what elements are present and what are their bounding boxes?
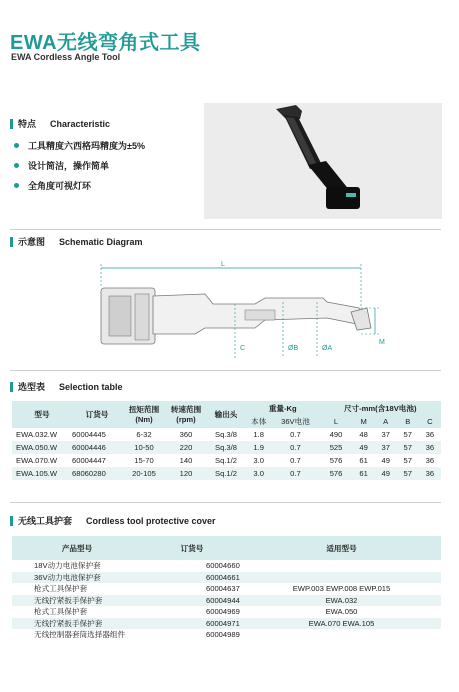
table-row — [12, 428, 441, 441]
table-cell: 360 — [179, 430, 193, 439]
dim-label-b: ØB — [288, 345, 299, 352]
table-cell: 60004447 — [72, 456, 106, 465]
col-weight: 重量-Kg — [268, 403, 297, 413]
divider — [10, 370, 441, 371]
table-cell: 60004969 — [206, 607, 240, 617]
table-row — [12, 441, 441, 454]
table-cell: 15-70 — [134, 456, 154, 465]
table-cell: 枪式工具保护套 — [34, 584, 88, 594]
table-cell: 37 — [381, 443, 390, 452]
col-cover-order: 订货号 — [180, 543, 204, 553]
table-cell: 49 — [359, 443, 368, 452]
table-cell: EWA.070 EWA.105 — [308, 618, 375, 628]
table-cell: 0.7 — [290, 469, 301, 478]
schematic-diagram — [95, 258, 395, 358]
page-subtitle: EWA Cordless Angle Tool — [11, 52, 121, 62]
table-cell: Sq.1/2 — [215, 469, 237, 478]
selection-title-cn: 选型表 — [18, 382, 46, 392]
col-torque: 扭矩范围 (Nm) — [128, 404, 160, 424]
feature-list — [14, 139, 145, 199]
table-cell: EWP.003 EWP.008 EWP.015 — [292, 584, 391, 594]
selection-table: 型号 订货号 扭矩范围 (Nm) 转速范围 (rpm) 输出头 重量-Kg 尺寸-mm(含18V电池) 本体 36V电池 L M A B C EWA.032.W 60004445 6-32 360 Sq.3/8 1.8 0.7 490 48 37 57 36 EWA.050.W 60004446 10-50 220 Sq.3/8 1.9 0.7 525 49 37 57 36 EWA.070.W 60004447 15-70 140 Sq.1/2 3.0 0.7 576 61 49 57 36 EWA.105.W 68060280 20-105 120 Sq.1/2 3.0 0.7 576 61 49 57 36 — [12, 401, 441, 480]
table-cell: 120 — [179, 469, 193, 478]
table-cell: EWA.032.W — [16, 430, 58, 439]
col-output: 输出头 — [214, 409, 238, 419]
feature-item: 工具精度六西格玛精度为±5% — [14, 139, 145, 152]
characteristic-title-cn: 特点 — [18, 119, 37, 129]
section-marker — [10, 382, 13, 392]
table-row — [12, 583, 441, 595]
cover-title-cn: 无线工具护套 — [18, 516, 73, 526]
table-cell: 10-50 — [134, 443, 154, 452]
table-row — [12, 572, 441, 584]
dim-label-m: M — [379, 339, 385, 346]
table-cell: 57 — [403, 469, 412, 478]
section-marker — [10, 237, 13, 247]
col-order: 订货号 — [85, 409, 109, 419]
table-cell: 60004944 — [206, 595, 240, 605]
table-cell: 140 — [179, 456, 193, 465]
table-cell: EWA.105.W — [16, 469, 58, 478]
schematic-heading — [10, 235, 143, 248]
characteristic-heading — [10, 117, 110, 130]
table-row — [12, 606, 441, 618]
selection-heading — [10, 380, 123, 393]
dim-label-a: ØA — [322, 345, 333, 352]
feature-item: 设计简洁，操作简单 — [14, 159, 145, 172]
characteristic-title-en: Characteristic — [50, 118, 111, 129]
selection-title-en: Selection table — [59, 381, 123, 392]
table-cell: 1.9 — [253, 443, 264, 452]
table-cell: 60004661 — [206, 572, 240, 582]
table-cell: 无线控制器套筒选择器组件 — [34, 630, 126, 640]
table-cell: 36 — [425, 443, 435, 452]
table-cell: 18V动力电池保护套 — [34, 561, 101, 571]
table-cell: 36 — [425, 469, 435, 478]
table-cell: 枪式工具保护套 — [34, 607, 88, 617]
table-cell: 61 — [359, 456, 368, 465]
table-cell: EWA.032 — [325, 595, 358, 605]
divider — [10, 229, 441, 230]
table-cell — [242, 572, 441, 584]
table-cell — [242, 560, 441, 572]
table-row — [12, 595, 441, 607]
cover-table — [12, 536, 441, 641]
dim-label-l: L — [221, 261, 225, 268]
table-cell: 37 — [381, 430, 390, 439]
table-cell: 60004445 — [72, 430, 106, 439]
table-cell: 60004660 — [206, 561, 240, 571]
table-cell: 无线拧紧扳手保护套 — [34, 595, 103, 605]
angle-tool-image — [204, 103, 442, 219]
table-cell: 61 — [359, 469, 368, 478]
table-cell: 48 — [359, 430, 368, 439]
schematic-title-cn: 示意图 — [18, 237, 46, 247]
table-cell: Sq.3/8 — [215, 443, 237, 452]
cover-heading — [10, 514, 216, 527]
divider — [10, 502, 441, 503]
table-cell: 576 — [329, 469, 343, 478]
table-cell: 36 — [425, 430, 435, 439]
table-cell: 576 — [329, 456, 343, 465]
table-cell: EWA.050.W — [16, 443, 58, 452]
table-cell: Sq.3/8 — [215, 430, 237, 439]
bullet-icon — [14, 163, 19, 168]
table-cell: 49 — [381, 469, 390, 478]
table-cell: 525 — [329, 443, 343, 452]
section-marker — [10, 119, 13, 129]
col-size: 尺寸-mm(含18V电池) — [343, 403, 417, 413]
table-cell: 0.7 — [290, 430, 301, 439]
col-speed: 转速范围 (rpm) — [170, 404, 202, 424]
table-cell: 0.7 — [290, 443, 301, 452]
table-cell: 57 — [403, 456, 412, 465]
table-cell: 20-105 — [132, 469, 156, 478]
table-cell: 1.8 — [253, 430, 264, 439]
table-cell: 6-32 — [136, 430, 152, 439]
table-cell: 57 — [403, 430, 412, 439]
section-marker — [10, 516, 13, 526]
col-fit: 适用型号 — [326, 543, 357, 553]
page-title: EWA无线弯角式工具 — [10, 32, 201, 54]
table-row — [12, 629, 441, 641]
table-cell: 3.0 — [253, 456, 264, 465]
table-cell: 60004989 — [206, 630, 240, 640]
table-cell: 60004637 — [206, 584, 240, 594]
table-row — [12, 618, 441, 630]
table-cell: 68060280 — [72, 469, 106, 478]
table-cell: 0.7 — [290, 456, 301, 465]
table-cell: 220 — [179, 443, 193, 452]
bullet-icon — [14, 143, 19, 148]
table-cell: 3.0 — [253, 469, 264, 478]
dim-label-c: C — [240, 345, 246, 352]
table-cell: 60004971 — [206, 618, 240, 628]
table-row — [12, 467, 441, 480]
table-cell: 36V动力电池保护套 — [34, 572, 101, 582]
table-row — [12, 454, 441, 467]
bullet-icon — [14, 183, 19, 188]
table-row — [12, 560, 441, 572]
col-product: 产品型号 — [61, 543, 93, 553]
feature-item: 全角度可视灯环 — [14, 179, 145, 192]
table-cell: 57 — [403, 443, 412, 452]
product-photo — [204, 103, 442, 219]
table-cell: Sq.1/2 — [215, 456, 237, 465]
table-cell: 无线拧紧扳手保护套 — [34, 618, 103, 628]
table-cell: 60004446 — [72, 443, 106, 452]
table-cell: EWA.050 — [325, 607, 358, 617]
schematic-title-en: Schematic Diagram — [59, 236, 143, 247]
table-cell: 490 — [329, 430, 343, 439]
table-cell — [242, 629, 441, 641]
table-cell: 49 — [381, 456, 390, 465]
table-cell: 36 — [425, 456, 435, 465]
table-cell: EWA.070.W — [16, 456, 58, 465]
col-model: 型号 — [34, 409, 50, 419]
cover-title-en: Cordless tool protective cover — [86, 515, 216, 526]
